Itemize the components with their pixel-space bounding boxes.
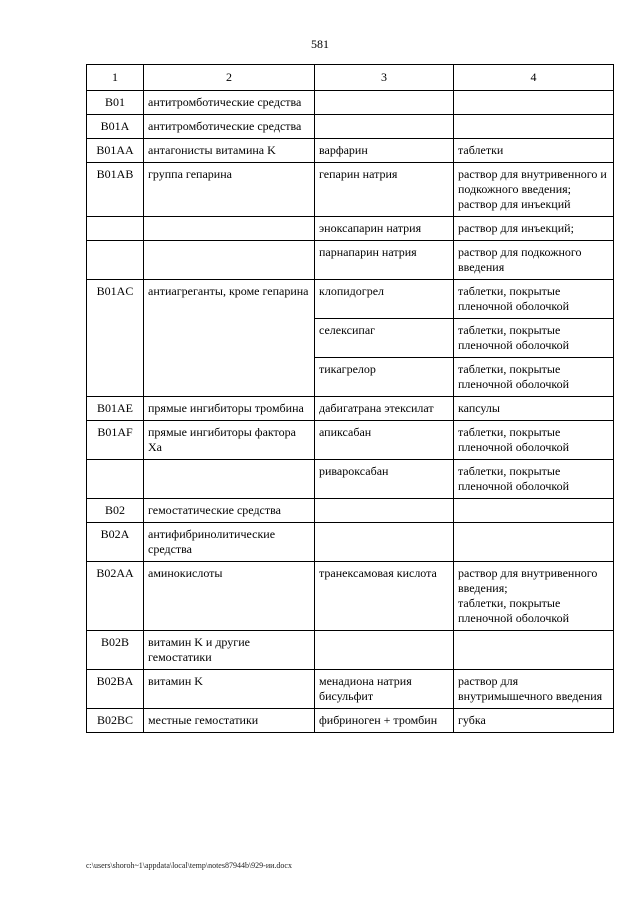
form-cell: таблетки, покрытые пленочной оболочкой (454, 460, 614, 499)
table-row (87, 139, 614, 163)
group-cell: группа гепарина (144, 163, 315, 217)
atc-code-cell: B01AE (87, 397, 144, 421)
group-cell: прямые ингибиторы фактора Xa (144, 421, 315, 460)
inn-cell: варфарин (315, 139, 454, 163)
group-cell (144, 217, 315, 241)
atc-code-cell: B01AB (87, 163, 144, 217)
form-cell: раствор для подкожного введения (454, 241, 614, 280)
form-cell: раствор для инъекций; (454, 217, 614, 241)
atc-code-cell: B01AC (87, 280, 144, 397)
atc-code-cell: B02 (87, 499, 144, 523)
atc-code-cell: B02A (87, 523, 144, 562)
group-cell: прямые ингибиторы тромбина (144, 397, 315, 421)
group-cell: антифибринолитические средства (144, 523, 315, 562)
header-cell-1: 1 (87, 65, 144, 91)
group-cell: местные гемостатики (144, 709, 315, 733)
inn-cell: эноксапарин натрия (315, 217, 454, 241)
table-row (87, 163, 614, 217)
form-line: таблетки, покрытые пленочной оболочкой (458, 596, 570, 625)
form-cell (454, 91, 614, 115)
inn-cell: апиксабан (315, 421, 454, 460)
inn-cell: гепарин натрия (315, 163, 454, 217)
atc-code-cell: B02BC (87, 709, 144, 733)
table-row (87, 241, 614, 280)
group-cell: витамин K (144, 670, 315, 709)
form-cell: таблетки, покрытые пленочной оболочкой (454, 358, 614, 397)
drug-classification-table (86, 64, 614, 733)
table-row (87, 499, 614, 523)
form-cell: таблетки, покрытые пленочной оболочкой (454, 319, 614, 358)
inn-cell (315, 631, 454, 670)
inn-cell: ривароксабан (315, 460, 454, 499)
form-cell: таблетки, покрытые пленочной оболочкой (454, 280, 614, 319)
page-number: 581 (311, 37, 329, 51)
inn-cell: транексамовая кислота (315, 562, 454, 631)
form-cell (454, 562, 614, 631)
atc-code-cell: B01AA (87, 139, 144, 163)
header-cell-4: 4 (454, 65, 614, 91)
table-row (87, 523, 614, 562)
form-cell: раствор для внутривенного и подкожного введения; раствор для инъекций (454, 163, 614, 217)
atc-code-cell: B02BA (87, 670, 144, 709)
form-cell (454, 115, 614, 139)
form-cell: капсулы (454, 397, 614, 421)
inn-cell: клопидогрел (315, 280, 454, 319)
group-cell: антагонисты витамина K (144, 139, 315, 163)
atc-code-cell (87, 217, 144, 241)
form-cell: таблетки, покрытые пленочной оболочкой (454, 421, 614, 460)
atc-code-cell: B02B (87, 631, 144, 670)
table-row (87, 670, 614, 709)
header-cell-3: 3 (315, 65, 454, 91)
group-cell: гемостатические средства (144, 499, 315, 523)
inn-cell (315, 115, 454, 139)
inn-cell: парнапарин натрия (315, 241, 454, 280)
inn-cell: фибриноген + тромбин (315, 709, 454, 733)
table-row (87, 562, 614, 631)
form-line: раствор для внутривенного введения; (458, 566, 598, 595)
group-cell (144, 241, 315, 280)
table-row (87, 421, 614, 460)
inn-cell: селексипаг (315, 319, 454, 358)
group-cell: антиагреганты, кроме гепарина (144, 280, 315, 397)
table-row (87, 709, 614, 733)
inn-cell (315, 91, 454, 115)
form-cell: таблетки (454, 139, 614, 163)
form-cell (454, 631, 614, 670)
group-cell: антитромботические средства (144, 115, 315, 139)
table-row (87, 460, 614, 499)
form-cell: раствор для внутримышечного введения (454, 670, 614, 709)
atc-code-cell (87, 241, 144, 280)
table-row (87, 91, 614, 115)
group-cell: витамин K и другие гемостатики (144, 631, 315, 670)
form-cell: губка (454, 709, 614, 733)
atc-code-cell: B01AF (87, 421, 144, 460)
atc-code-cell: B01A (87, 115, 144, 139)
inn-cell (315, 523, 454, 562)
atc-code-cell (87, 460, 144, 499)
table-row (87, 217, 614, 241)
atc-code-cell: B01 (87, 91, 144, 115)
table-header-row (87, 65, 614, 91)
group-cell (144, 460, 315, 499)
table-row (87, 115, 614, 139)
form-cell (454, 499, 614, 523)
header-cell-2: 2 (144, 65, 315, 91)
atc-code-cell: B02AA (87, 562, 144, 631)
inn-cell: тикагрелор (315, 358, 454, 397)
table-row (87, 280, 614, 319)
table-row (87, 397, 614, 421)
group-cell: антитромботические средства (144, 91, 315, 115)
inn-cell (315, 499, 454, 523)
form-cell (454, 523, 614, 562)
inn-cell: дабигатрана этексилат (315, 397, 454, 421)
group-cell: аминокислоты (144, 562, 315, 631)
inn-cell: менадиона натрия бисульфит (315, 670, 454, 709)
document-file-path: c:\users\shoroh~1\appdata\local\temp\notes87944b\929-ии.docx (86, 861, 292, 870)
table-row (87, 631, 614, 670)
